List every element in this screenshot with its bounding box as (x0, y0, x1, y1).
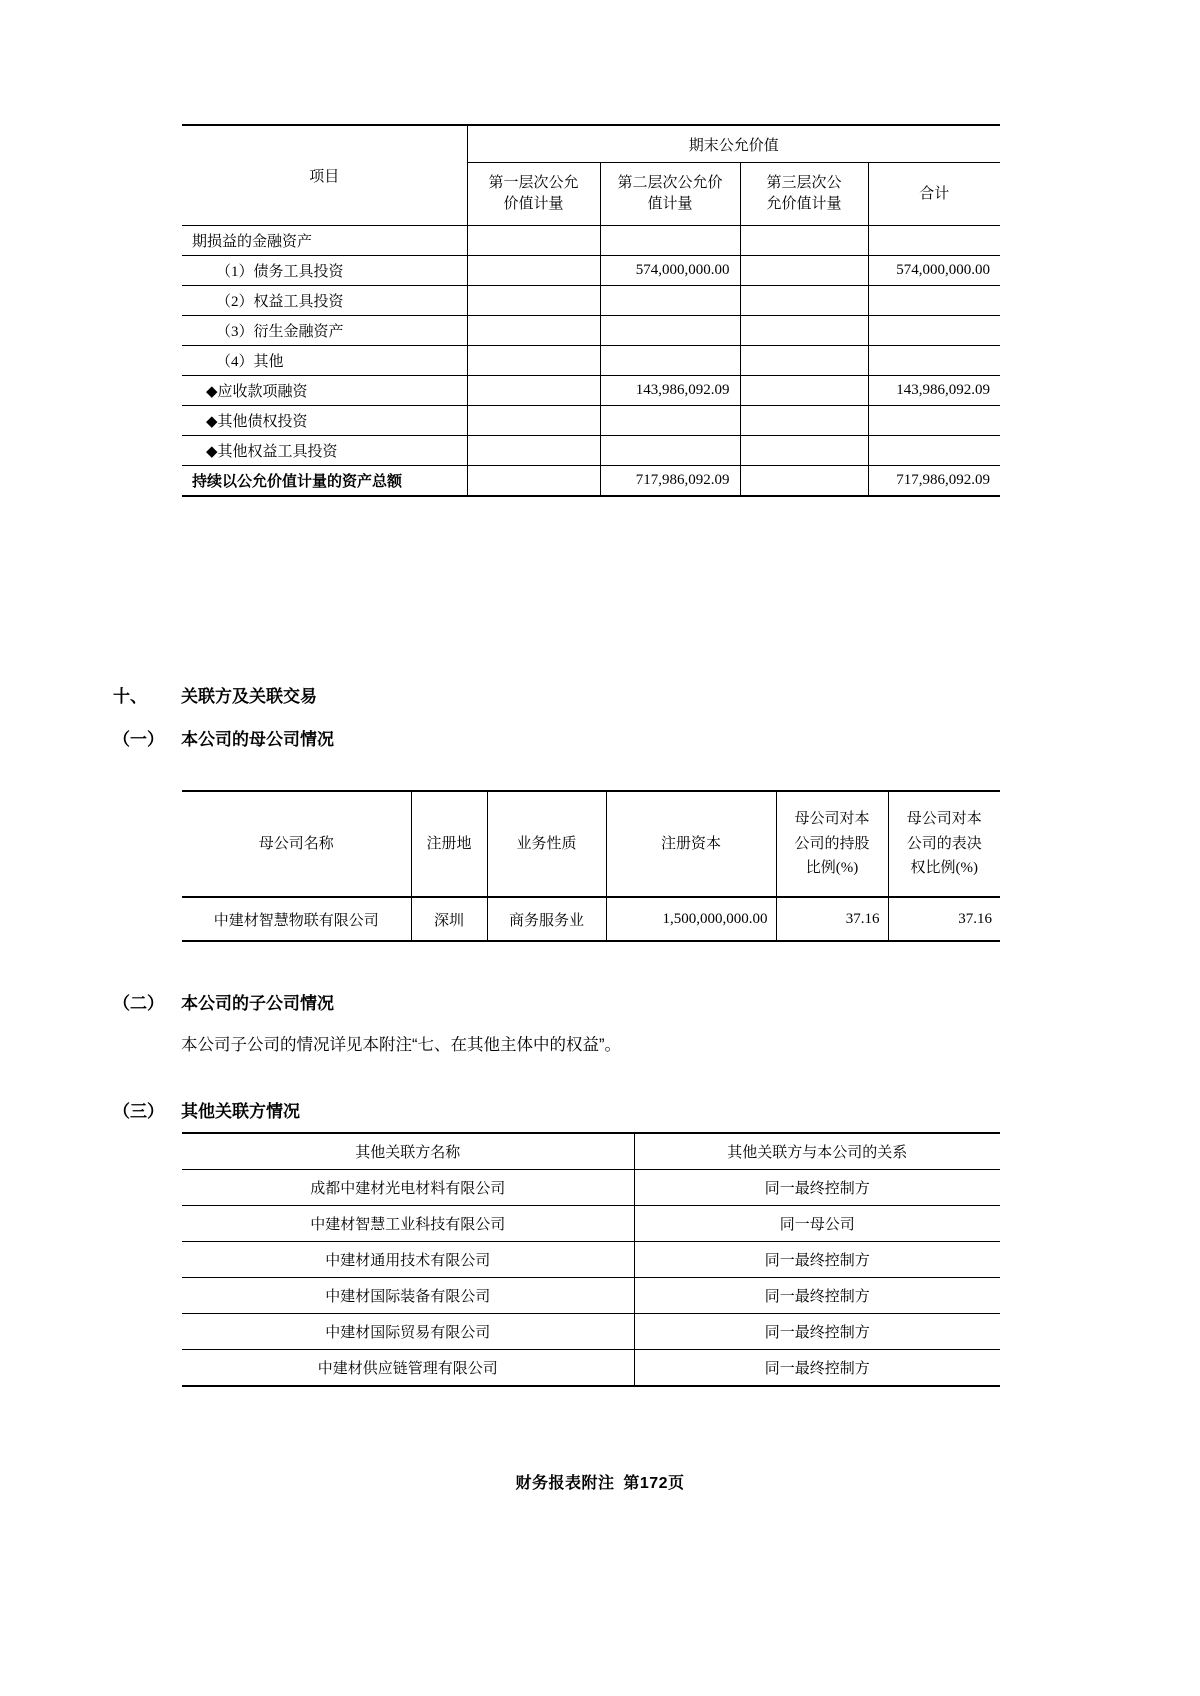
header-cell-registration-place: 注册地 (411, 791, 487, 897)
header-cell-shareholding-ratio (776, 791, 888, 897)
row-level1 (467, 466, 600, 497)
table-row (182, 1242, 1000, 1278)
header-cell-item: 项目 (182, 125, 467, 226)
row-level2 (600, 226, 740, 256)
table-row (182, 346, 1000, 376)
table-row (182, 1170, 1000, 1206)
row-total: 143,986,092.09 (868, 376, 1000, 406)
cell-relationship: 同一最终控制方 (634, 1278, 1000, 1314)
header-cell-relationship: 其他关联方与本公司的关系 (634, 1133, 1000, 1170)
footer-page-number: 第172页 (623, 1475, 685, 1492)
header-cell-total: 合计 (868, 163, 1000, 226)
table-row (182, 376, 1000, 406)
cell-party-name: 成都中建材光电材料有限公司 (182, 1170, 634, 1206)
row-level1 (467, 226, 600, 256)
row-label: ◆其他债权投资 (182, 406, 467, 436)
row-total (868, 346, 1000, 376)
cell-party-name: 中建材通用技术有限公司 (182, 1242, 634, 1278)
row-level3 (740, 376, 868, 406)
row-label: ◆应收款项融资 (182, 376, 467, 406)
table-row (182, 436, 1000, 466)
row-level1 (467, 376, 600, 406)
fair-value-table-container (182, 124, 1000, 497)
subsidiaries-paragraph: 本公司子公司的情况详见本附注“七、在其他主体中的权益”。 (181, 1036, 621, 1054)
row-level3 (740, 286, 868, 316)
header-level3-line2: 允价值计量 (766, 196, 842, 212)
section-title: 关联方及关联交易 (181, 687, 317, 706)
row-level2: 574,000,000.00 (600, 256, 740, 286)
row-level2 (600, 406, 740, 436)
row-total (868, 286, 1000, 316)
row-level3 (740, 346, 868, 376)
header-cell-voting-ratio (888, 791, 1000, 897)
subsection-title: 本公司的子公司情况 (181, 994, 334, 1013)
row-level3 (740, 256, 868, 286)
row-total (868, 406, 1000, 436)
row-level1 (467, 406, 600, 436)
cell-parent-name: 中建材智慧物联有限公司 (182, 897, 411, 941)
cell-relationship: 同一最终控制方 (634, 1242, 1000, 1278)
row-level1 (467, 316, 600, 346)
row-level3 (740, 226, 868, 256)
header-cell-parent-name: 母公司名称 (182, 791, 411, 897)
cell-business-nature: 商务服务业 (487, 897, 606, 941)
row-label: 期损益的金融资产 (182, 226, 467, 256)
row-label: （3）衍生金融资产 (182, 316, 467, 346)
section-number: 十、 (113, 687, 147, 706)
page-footer (0, 1470, 1200, 1493)
row-label: 持续以公允价值计量的资产总额 (182, 466, 467, 497)
row-level2 (600, 316, 740, 346)
fair-value-table (182, 124, 1000, 497)
header-cell-party-name: 其他关联方名称 (182, 1133, 634, 1170)
row-label: （1）债务工具投资 (182, 256, 467, 286)
row-level3 (740, 436, 868, 466)
row-label: （4）其他 (182, 346, 467, 376)
row-total: 717,986,092.09 (868, 466, 1000, 497)
table-row (182, 316, 1000, 346)
row-level2 (600, 436, 740, 466)
table-row (182, 226, 1000, 256)
row-level2 (600, 346, 740, 376)
header-cell-business-nature: 业务性质 (487, 791, 606, 897)
table-row-total (182, 466, 1000, 497)
subsection-number: （三） (113, 1102, 164, 1121)
header-level2-line2: 值计量 (647, 196, 693, 212)
header-cell-level1 (467, 163, 600, 226)
row-level3 (740, 466, 868, 497)
header-level1-line1: 第一层次公允 (488, 175, 579, 191)
row-level2 (600, 286, 740, 316)
parent-company-table (182, 790, 1000, 942)
subsection-title: 本公司的母公司情况 (181, 730, 334, 749)
cell-registration-place: 深圳 (411, 897, 487, 941)
header-level3-line1: 第三层次公 (766, 175, 842, 191)
voting-line2: 公司的表决 (906, 835, 982, 852)
row-level3 (740, 316, 868, 346)
row-level3 (740, 406, 868, 436)
header-level1-line2: 价值计量 (503, 196, 564, 212)
row-label: （2）权益工具投资 (182, 286, 467, 316)
table-row (182, 406, 1000, 436)
header-cell-level3 (740, 163, 868, 226)
row-level1 (467, 256, 600, 286)
header-cell-group-title: 期末公允价值 (467, 125, 1000, 163)
related-parties-table (182, 1132, 1000, 1387)
voting-line3: 权比例(%) (910, 860, 978, 877)
table-header-row-top (182, 125, 1000, 163)
row-level1 (467, 436, 600, 466)
cell-party-name: 中建材供应链管理有限公司 (182, 1350, 634, 1387)
table-row (182, 286, 1000, 316)
header-level2-line1: 第二层次公允价 (617, 175, 723, 191)
cell-registered-capital: 1,500,000,000.00 (606, 897, 776, 941)
row-total (868, 316, 1000, 346)
cell-relationship: 同一母公司 (634, 1206, 1000, 1242)
row-level2: 143,986,092.09 (600, 376, 740, 406)
table-row (182, 1278, 1000, 1314)
table-row (182, 1350, 1000, 1387)
table-row (182, 1206, 1000, 1242)
header-cell-registered-capital: 注册资本 (606, 791, 776, 897)
related-parties-table-container (182, 1132, 1000, 1387)
cell-party-name: 中建材智慧工业科技有限公司 (182, 1206, 634, 1242)
row-total (868, 436, 1000, 466)
cell-party-name: 中建材国际贸易有限公司 (182, 1314, 634, 1350)
footer-label: 财务报表附注 (515, 1475, 615, 1492)
cell-shareholding-ratio: 37.16 (776, 897, 888, 941)
row-total: 574,000,000.00 (868, 256, 1000, 286)
table-row (182, 256, 1000, 286)
subsection-title: 其他关联方情况 (181, 1102, 300, 1121)
row-label: ◆其他权益工具投资 (182, 436, 467, 466)
cell-voting-ratio: 37.16 (888, 897, 1000, 941)
row-level2: 717,986,092.09 (600, 466, 740, 497)
cell-party-name: 中建材国际装备有限公司 (182, 1278, 634, 1314)
shareholding-line1: 母公司对本 (794, 810, 870, 827)
row-level1 (467, 286, 600, 316)
subsection-number: （二） (113, 994, 164, 1013)
cell-relationship: 同一最终控制方 (634, 1350, 1000, 1387)
table-header-row (182, 1133, 1000, 1170)
cell-relationship: 同一最终控制方 (634, 1314, 1000, 1350)
row-total (868, 226, 1000, 256)
voting-line1: 母公司对本 (906, 810, 982, 827)
shareholding-line3: 比例(%) (805, 860, 859, 877)
cell-relationship: 同一最终控制方 (634, 1170, 1000, 1206)
table-row (182, 1314, 1000, 1350)
row-level1 (467, 346, 600, 376)
subsection-number: （一） (113, 730, 164, 749)
parent-company-table-container (182, 790, 1000, 942)
table-header-row (182, 791, 1000, 897)
header-cell-level2 (600, 163, 740, 226)
shareholding-line2: 公司的持股 (794, 835, 870, 852)
table-row (182, 897, 1000, 941)
